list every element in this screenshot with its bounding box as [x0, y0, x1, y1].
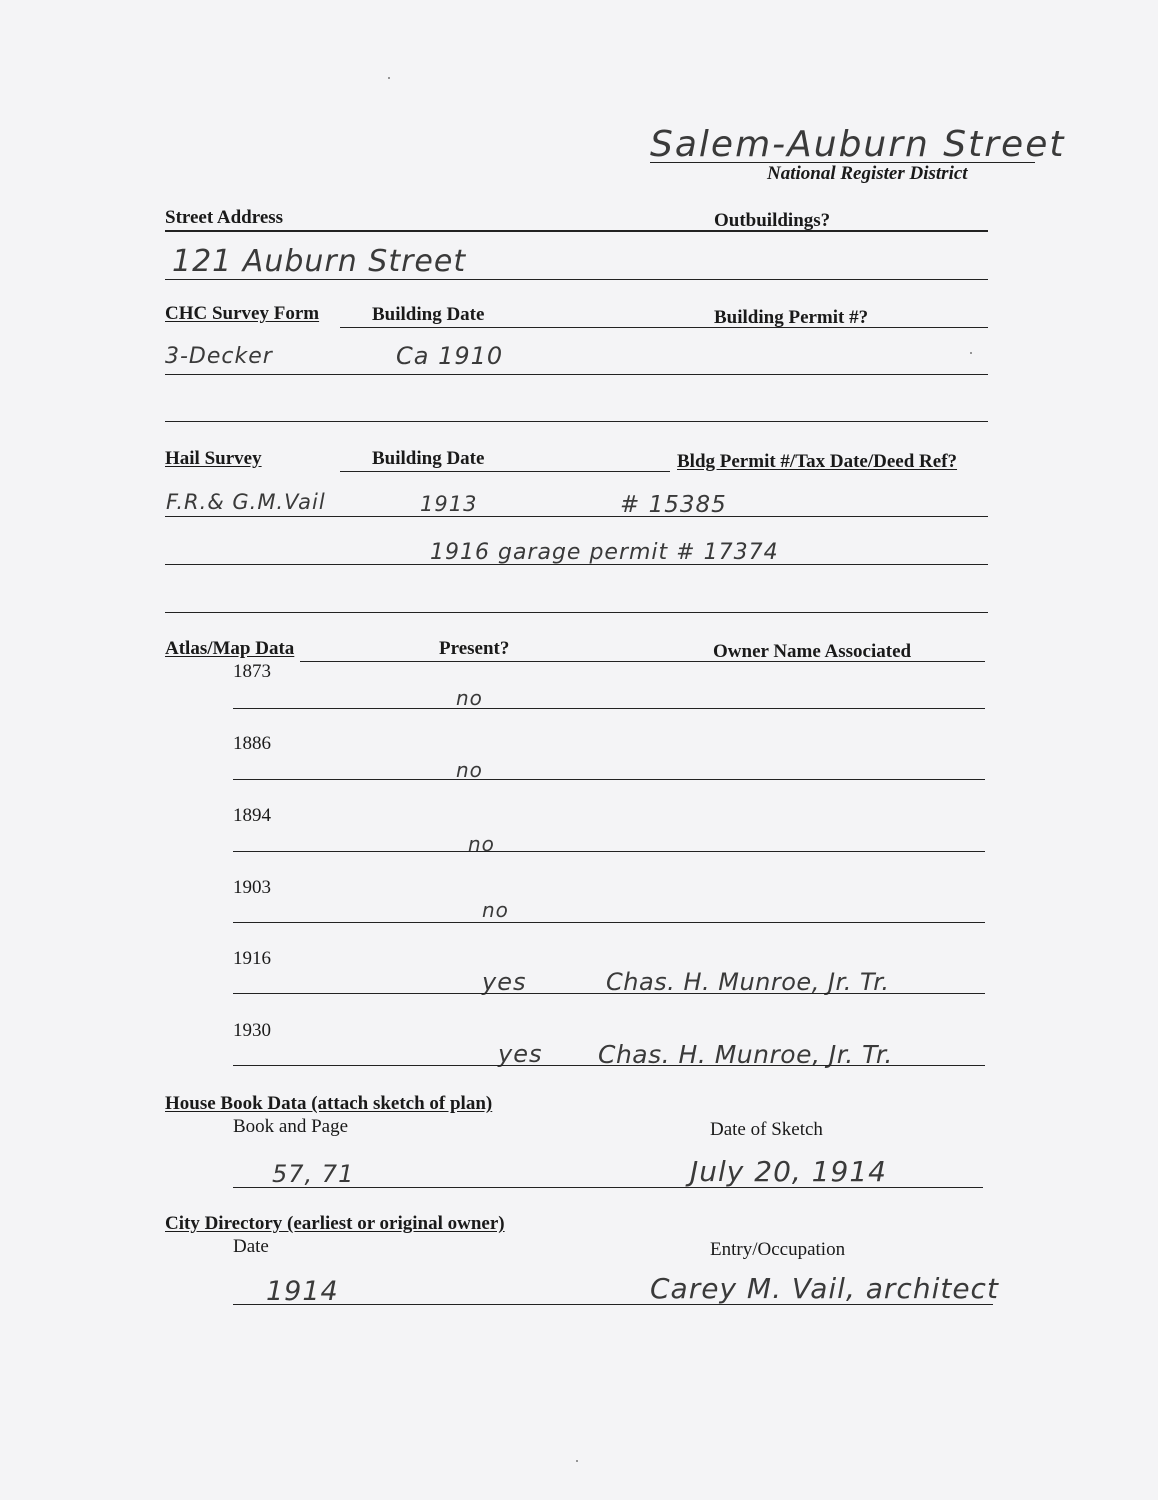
chc-building-date-value: Ca 1910 [396, 342, 504, 370]
chc-building-date-label: Building Date [372, 304, 485, 325]
atlas-year: 1916 [233, 948, 271, 969]
house-book-label: House Book Data (attach sketch of plan) [165, 1093, 493, 1114]
atlas-row-line [233, 779, 985, 780]
atlas-present-value: yes [482, 968, 527, 996]
atlas-year: 1894 [233, 805, 271, 826]
entry-occupation-label: Entry/Occupation [710, 1239, 846, 1260]
chc-permit-label: Building Permit #? [714, 307, 869, 328]
hail-second-line-value: 1916 garage permit # 17374 [430, 540, 779, 565]
district-label: National Register District [767, 163, 968, 184]
scan-speck [970, 352, 972, 354]
street-address-line [165, 279, 988, 280]
chc-line-1 [165, 374, 988, 375]
atlas-present-label: Present? [439, 638, 510, 659]
atlas-header-rule [300, 661, 985, 662]
atlas-year: 1886 [233, 733, 271, 754]
hail-permit-tax-label: Bldg Permit #/Tax Date/Deed Ref? [677, 451, 958, 472]
scan-speck [388, 77, 390, 79]
date-of-sketch-label: Date of Sketch [710, 1119, 823, 1140]
city-directory-date-value: 1914 [266, 1276, 339, 1307]
district-name-handwritten: Salem-Auburn Street [650, 124, 1066, 165]
atlas-year: 1873 [233, 661, 271, 682]
hail-line-3 [165, 612, 988, 613]
atlas-owner-value: Chas. H. Munroe, Jr. Tr. [606, 968, 890, 996]
atlas-present-value: no [456, 758, 483, 782]
atlas-year: 1930 [233, 1020, 271, 1041]
house-book-line [233, 1187, 983, 1188]
atlas-row-line [233, 1065, 985, 1066]
hail-line-2 [165, 564, 988, 565]
chc-header-rule [340, 327, 988, 328]
atlas-year: 1903 [233, 877, 271, 898]
atlas-owner-value: Chas. H. Munroe, Jr. Tr. [598, 1040, 893, 1069]
chc-survey-form-value: 3-Decker [165, 344, 273, 369]
street-header-rule [165, 230, 988, 232]
city-directory-label: City Directory (earliest or original owner) [165, 1213, 505, 1234]
atlas-present-value: no [456, 686, 483, 710]
entry-occupation-value: Carey M. Vail, architect [650, 1272, 999, 1305]
atlas-row-line [233, 851, 985, 852]
chc-line-2 [165, 421, 988, 422]
street-address-label: Street Address [165, 207, 284, 228]
atlas-row-line [233, 922, 985, 923]
hail-survey-value: F.R.& G.M.Vail [166, 490, 326, 514]
hail-survey-label: Hail Survey [165, 448, 262, 469]
hail-building-date-value: 1913 [420, 492, 478, 516]
hail-line-1 [165, 516, 988, 517]
city-directory-date-label: Date [233, 1236, 269, 1257]
atlas-row-line [233, 993, 985, 994]
hail-permit-value: # 15385 [620, 492, 727, 518]
street-address-value: 121 Auburn Street [172, 244, 467, 279]
hail-header-rule [340, 471, 670, 472]
outbuildings-label: Outbuildings? [714, 210, 831, 231]
atlas-present-value: no [482, 898, 509, 922]
atlas-present-value: yes [498, 1040, 543, 1068]
book-page-label: Book and Page [233, 1116, 349, 1137]
atlas-row-line [233, 708, 985, 709]
atlas-owner-label: Owner Name Associated [713, 641, 912, 662]
chc-survey-form-label: CHC Survey Form [165, 303, 320, 324]
atlas-map-data-label: Atlas/Map Data [165, 638, 295, 659]
atlas-present-value: no [468, 832, 495, 856]
book-page-value: 57, 71 [272, 1160, 355, 1188]
date-of-sketch-value: July 20, 1914 [690, 1155, 887, 1188]
scan-speck [576, 1460, 578, 1462]
city-directory-line [233, 1304, 993, 1305]
hail-building-date-label: Building Date [372, 448, 485, 469]
